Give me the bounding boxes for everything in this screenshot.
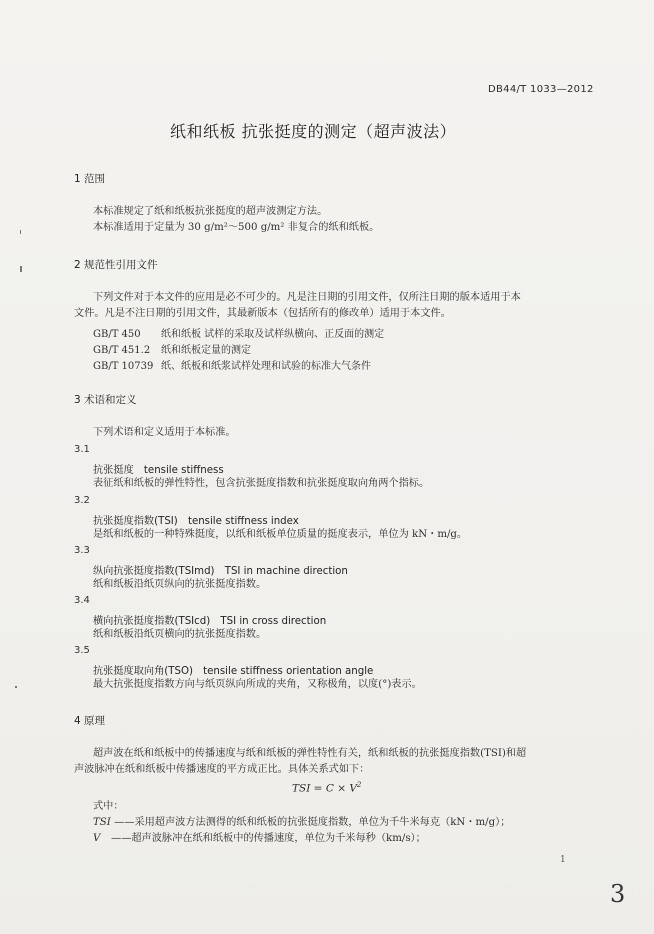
term-number: 3.2	[74, 495, 90, 506]
section-2-para-line-1: 下列文件对于本文件的应用是必不可少的。凡是注日期的引用文件，仅所注日期的版本适用于本	[93, 292, 521, 303]
term-name: 抗张挺度指数(TSI) tensile stiffness index	[93, 516, 299, 527]
reference-title: 纸和纸板 试样的采取及试样纵横向、正反面的测定	[161, 329, 385, 340]
reference-code: GB/T 451.2	[93, 345, 151, 356]
term-definition: 表征纸和纸板的弹性特性，包含抗张挺度指数和抗张挺度取向角两个指标。	[93, 478, 430, 489]
section-3-intro: 下列术语和定义适用于本标准。	[93, 427, 236, 438]
term-number: 3.1	[74, 444, 90, 455]
scan-mark	[20, 266, 22, 272]
reference-title: 纸和纸板定量的测定	[161, 345, 251, 356]
term-name: 抗张挺度取向角(TSO) tensile stiffness orientation angle	[93, 666, 374, 677]
section-1-para-2: 本标准适用于定量为 30 g/m²～500 g/m² 非复合的纸和纸板。	[93, 222, 380, 233]
standard-code: DB44/T 1033—2012	[488, 84, 594, 95]
term-definition: 是纸和纸板的一种特殊挺度，以纸和纸板单位质量的挺度表示，单位为 kN・m/g。	[93, 529, 468, 540]
scan-mark	[20, 230, 21, 234]
section-4-para-line-2: 声波脉冲在纸和纸板中传播速度的平方成正比。具体关系式如下：	[74, 764, 370, 775]
section-2-heading: 2 规范性引用文件	[74, 259, 158, 271]
scan-mark	[15, 686, 17, 688]
formula-body: TSI = C × V	[292, 782, 357, 795]
where-label: 式中：	[93, 801, 124, 812]
term-number: 3.5	[74, 645, 90, 656]
term-number: 3.4	[74, 595, 90, 606]
section-2-para-line-2: 文件。凡是不注日期的引用文件，其最新版本（包括所有的修改单）适用于本文件。	[74, 308, 451, 319]
term-number: 3.3	[74, 545, 90, 556]
term-name: 抗张挺度 tensile stiffness	[93, 465, 224, 476]
variable-definition	[93, 815, 510, 831]
formula	[292, 781, 361, 795]
section-3-heading: 3 术语和定义	[74, 394, 137, 406]
section-1-heading: 1 范围	[74, 173, 106, 185]
variable-definition	[93, 831, 426, 847]
term-definition: 纸和纸板沿纸页横向的抗张挺度指数。	[93, 629, 267, 640]
reference-item	[93, 357, 371, 372]
section-4-para-line-1: 超声波在纸和纸板中的传播速度与纸和纸板的弹性特性有关，纸和纸板的抗张挺度指数(TSI)和超	[93, 748, 527, 759]
corner-number: 3	[610, 880, 626, 908]
variable-description: ——采用超声波方法测得的纸和纸板的抗张挺度指数，单位为千牛米每克（kN・m/g）；	[114, 817, 511, 828]
section-4-heading: 4 原理	[74, 715, 106, 727]
page-number: 1	[560, 855, 566, 865]
reference-title: 纸、纸板和纸浆试样处理和试验的标准大气条件	[161, 361, 371, 372]
document-title: 纸和纸板 抗张挺度的测定（超声波法）	[170, 122, 457, 141]
section-1-para-1: 本标准规定了纸和纸板抗张挺度的超声波测定方法。	[93, 206, 328, 217]
reference-item	[93, 325, 384, 340]
variable-symbol: TSI	[93, 817, 111, 828]
term-name: 横向抗张挺度指数(TSIcd) TSI in cross direction	[93, 616, 327, 627]
term-name: 纵向抗张挺度指数(TSImd) TSI in machine direction	[93, 566, 348, 577]
reference-code: GB/T 450	[93, 329, 141, 340]
term-definition: 纸和纸板沿纸页纵向的抗张挺度指数。	[93, 579, 267, 590]
formula-exponent: 2	[356, 781, 362, 789]
variable-symbol: V	[93, 833, 101, 844]
reference-code: GB/T 10739	[93, 361, 154, 372]
variable-description: ——超声波脉冲在纸和纸板中的传播速度，单位为千米每秒（km/s）；	[111, 833, 426, 844]
reference-item	[93, 341, 251, 356]
term-definition: 最大抗张挺度指数方向与纸页纵向所成的夹角，又称极角，以度(°)表示。	[93, 679, 422, 690]
